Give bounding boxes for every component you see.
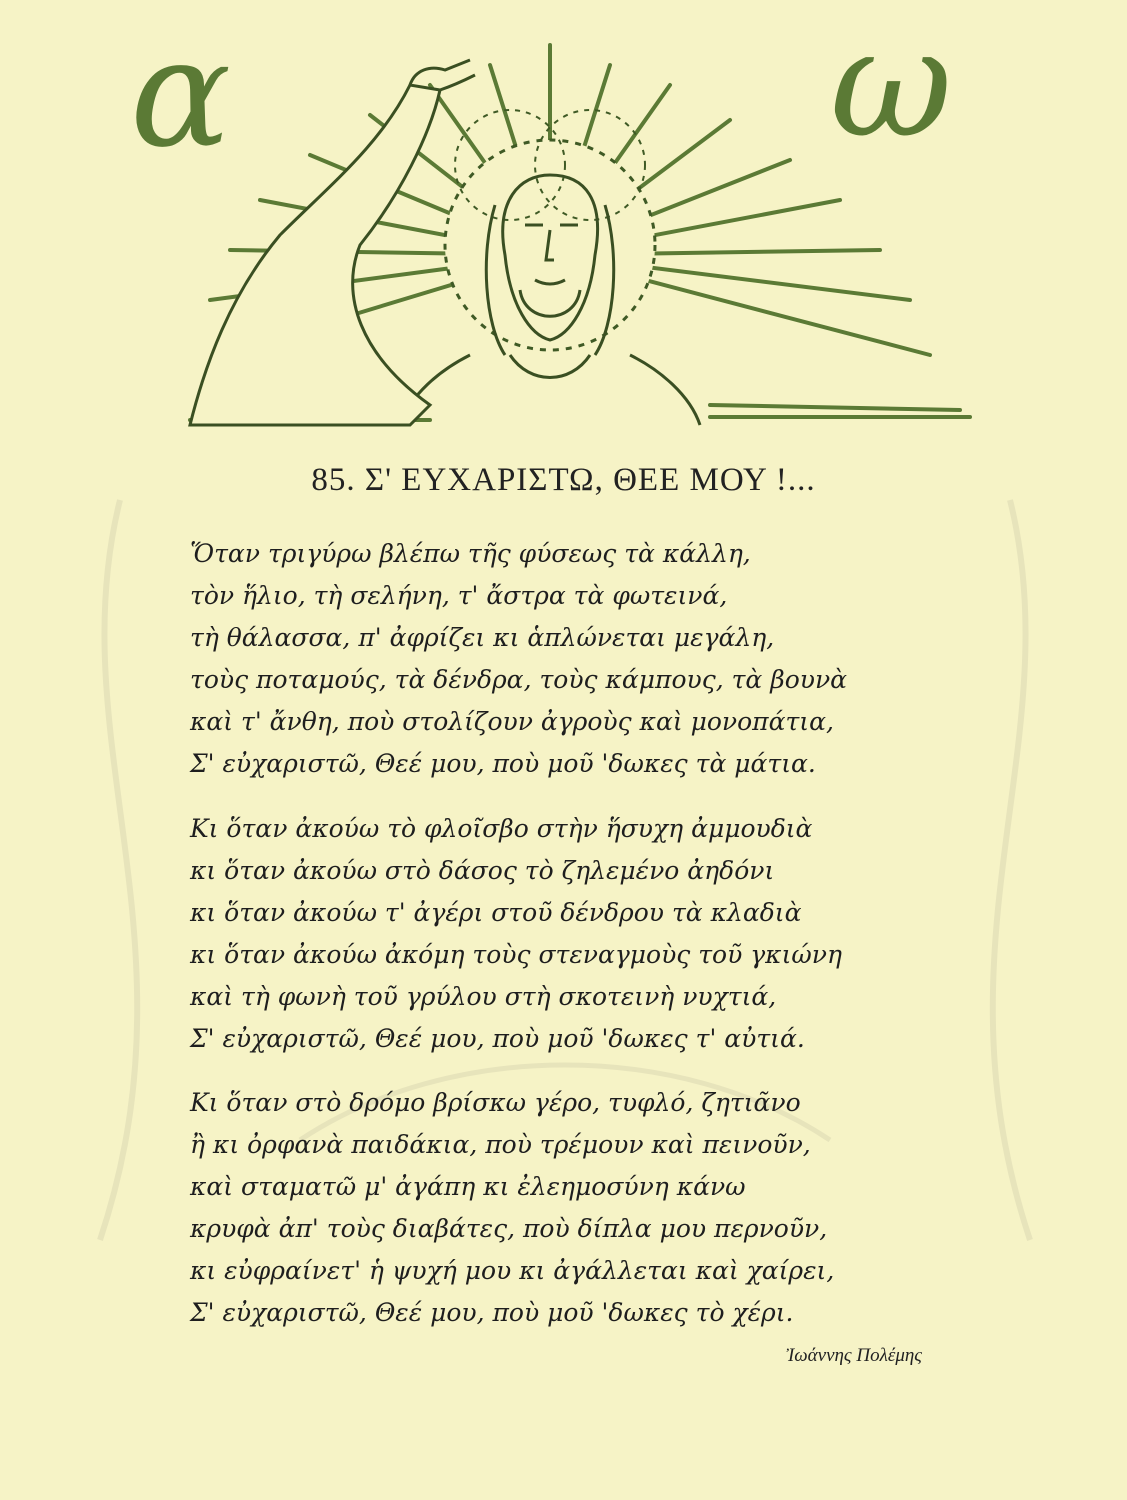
- poem-title: 85. Σ' ΕΥΧΑΡΙΣΤΩ, ΘΕΕ ΜΟΥ !...: [311, 462, 816, 498]
- poem-line: καὶ τ' ἄνθη, ποὺ στολίζουν ἀγροὺς καὶ μονοπάτια,: [190, 707, 834, 736]
- poem-line: τοὺς ποταμούς, τὰ δένδρα, τοὺς κάμπους, τὰ βουνὰ: [190, 665, 848, 694]
- poem-line: Σ' εὐχαριστῶ, Θεέ μου, ποὺ μοῦ 'δωκες τὸ χέρι.: [190, 1298, 794, 1327]
- poem-line: Σ' εὐχαριστῶ, Θεέ μου, ποὺ μοῦ 'δωκες τὰ μάτια.: [190, 749, 816, 778]
- poem-line: Σ' εὐχαριστῶ, Θεέ μου, ποὺ μοῦ 'δωκες τ' αὐτιά.: [190, 1024, 805, 1053]
- poem-line: τὴ θάλασσα, π' ἀφρίζει κι ἁπλώνεται μεγάλη,: [190, 623, 775, 652]
- stanza-1: [190, 533, 950, 785]
- poem-line: κι εὐφραίνετ' ἡ ψυχή μου κι ἀγάλλεται καὶ χαίρει,: [190, 1256, 835, 1285]
- alpha-glyph: α: [130, 25, 232, 181]
- poem-line: Κι ὅταν ἀκούω τὸ φλοῖσβο στὴν ἥσυχη ἀμμουδιὰ: [190, 814, 813, 843]
- poem-line: κι ὅταν ἀκούω ἀκόμη τοὺς στεναγμοὺς τοῦ γκιώνη: [190, 940, 842, 969]
- poem-line: καὶ τὴ φωνὴ τοῦ γρύλου στὴ σκοτεινὴ νυχτιά,: [190, 982, 777, 1011]
- christ-illustration: [110, 25, 990, 435]
- poem-line: κι ὅταν ἀκούω τ' ἀγέρι στοῦ δένδρου τὰ κλαδιὰ: [190, 898, 802, 927]
- stanza-2: [190, 808, 950, 1060]
- stanza-3: [190, 1082, 950, 1334]
- poem-line: ἢ κι ὀρφανὰ παιδάκια, ποὺ τρέμουν καὶ πεινοῦν,: [190, 1130, 811, 1159]
- omega-glyph: ω: [830, 25, 953, 171]
- poem-line: τὸν ἥλιο, τὴ σελήνη, τ' ἄστρα τὰ φωτεινά,: [190, 581, 728, 610]
- poem-line: Ὅταν τριγύρω βλέπω τῆς φύσεως τὰ κάλλη,: [190, 539, 751, 568]
- poem-line: κι ὅταν ἀκούω στὸ δάσος τὸ ζηλεμένο ἀηδόνι: [190, 856, 775, 885]
- poem-line: Κι ὅταν στὸ δρόμο βρίσκω γέρο, τυφλό, ζητιᾶνο: [190, 1088, 801, 1117]
- poem-line: κρυφὰ ἀπ' τοὺς διαβάτες, ποὺ δίπλα μου περνοῦν,: [190, 1214, 828, 1243]
- poem-line: καὶ σταματῶ μ' ἀγάπη κι ἐλεημοσύνη κάνω: [190, 1172, 746, 1201]
- poem-author: Ἰωάννης Πολέμης: [786, 1345, 922, 1366]
